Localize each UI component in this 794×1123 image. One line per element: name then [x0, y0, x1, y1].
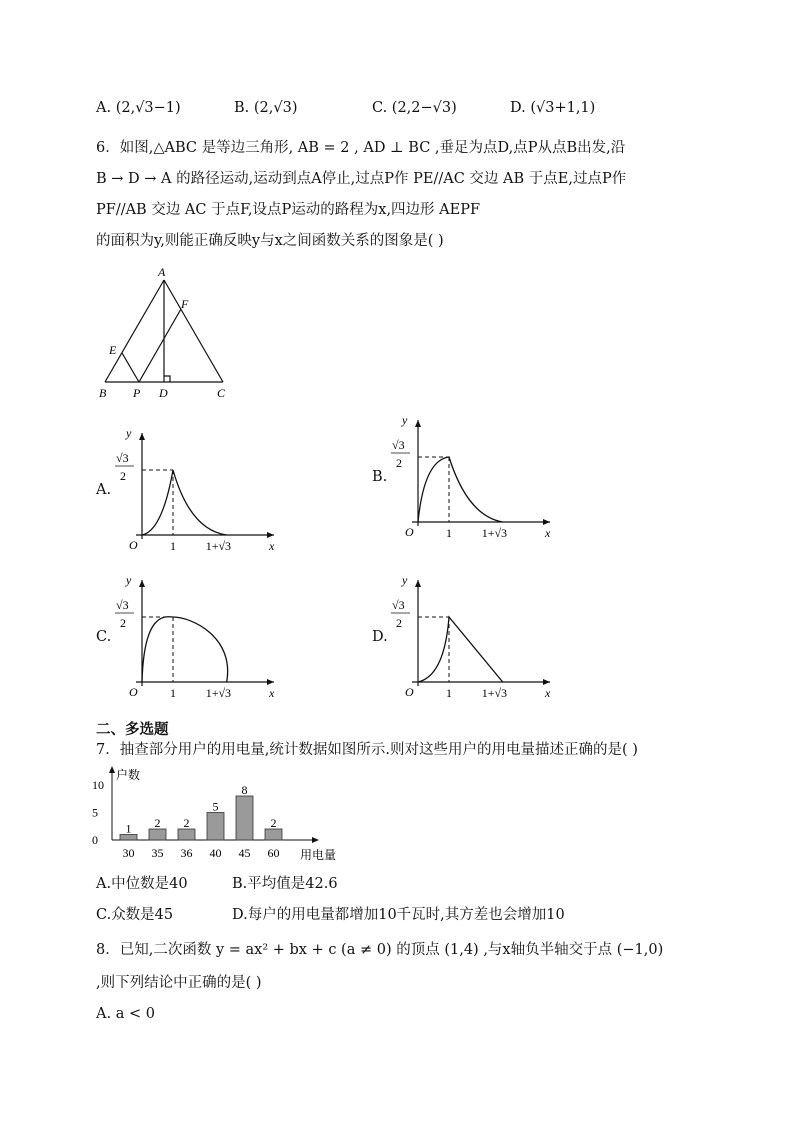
x-axis-arrow — [543, 679, 550, 685]
q6-graph-a — [114, 425, 289, 560]
y-tick-label: 10 — [92, 778, 104, 792]
peak-label-denominator: 2 — [396, 616, 402, 630]
q7-option-d: D.每户的用电量都增加10千瓦时,其方差也会增加10 — [232, 907, 565, 923]
label-a: A — [158, 265, 166, 279]
x-axis-label: x — [269, 539, 275, 553]
x-tick-1-plus-sqrt3: 1+√3 — [481, 526, 508, 540]
x-axis-arrow — [312, 837, 319, 843]
peak-label-denominator: 2 — [120, 469, 126, 483]
x-tick-1: 1 — [170, 686, 176, 700]
q6-stem-line2: B → D → A 的路径运动,运动到点A停止,过点P作 PE//AC 交边 AB 于点E,过点P作 — [96, 171, 627, 187]
x-tick-label: 45 — [238, 846, 251, 860]
peak-label-numerator: √3 — [392, 598, 405, 612]
x-axis-arrow — [267, 679, 274, 685]
x-axis-arrow — [267, 532, 274, 538]
q6-graph-letter-d: D. — [372, 629, 388, 645]
label-e: E — [109, 343, 117, 357]
section-title: 二、多选题 — [96, 722, 169, 738]
q6-graph-letter-a: A. — [96, 482, 112, 498]
x-tick-label: 35 — [151, 846, 164, 860]
y-tick-label: 5 — [92, 805, 98, 820]
q6-stem-line3: PF//AB 交边 AC 于点F,设点P运动的路程为x,四边形 AEPF — [96, 202, 481, 218]
bar-value-label: 2 — [154, 816, 161, 830]
x-axis-arrow — [543, 519, 550, 525]
bar-value-label: 1 — [125, 821, 132, 836]
bar — [178, 829, 195, 840]
origin-label: O — [129, 538, 138, 552]
origin-label: O — [129, 685, 138, 699]
label-c: C — [217, 386, 226, 400]
y-axis-arrow — [139, 433, 145, 440]
x-tick-1: 1 — [446, 526, 452, 540]
peak-label-numerator: √3 — [392, 438, 405, 452]
bar-value-label: 5 — [212, 799, 219, 814]
peak-label-numerator: √3 — [116, 598, 129, 612]
q5-option-a: A. (2,√3−1) — [96, 100, 181, 116]
q6-graph-letter-c: C. — [96, 629, 112, 645]
peak-label-denominator: 2 — [396, 456, 402, 470]
function-curve — [418, 617, 503, 682]
label-b: B — [99, 386, 107, 400]
function-curve — [142, 617, 228, 682]
x-tick-1-plus-sqrt3: 1+√3 — [205, 539, 232, 553]
q8-stem: 8．已知,二次函数 y = ax² + bx + c (a ≠ 0) 的顶点 (1,4) ,与x轴负半轴交于点 (−1,0) — [96, 942, 664, 958]
q8-option-a: A. a < 0 — [96, 1006, 155, 1022]
bar — [236, 796, 253, 840]
x-tick-label: 60 — [267, 846, 280, 860]
bar-chart — [88, 762, 358, 866]
q6-stem-line1: 6．如图,△ABC 是等边三角形, AB = 2 , AD ⊥ BC ,垂足为点D,点P从点B出发,沿 — [96, 140, 626, 156]
y-axis-label: y — [126, 426, 132, 440]
y-tick-label: 0 — [92, 833, 98, 847]
y-axis-arrow — [109, 766, 115, 773]
q6-graph-letter-b: B. — [372, 469, 388, 485]
bar — [207, 813, 224, 841]
x-tick-label: 36 — [180, 846, 193, 860]
q7-option-a: A.中位数是40 — [96, 876, 188, 892]
bar — [149, 829, 166, 840]
q6-stem-line4: 的面积为y,则能正确反映y与x之间函数关系的图象是( ) — [96, 233, 444, 249]
bar-value-label: 2 — [270, 816, 277, 830]
triangle-figure — [95, 262, 245, 402]
q5-option-c: C. (2,2−√3) — [372, 100, 457, 116]
label-d: D — [159, 386, 168, 400]
y-axis-arrow — [139, 580, 145, 587]
y-axis-label: y — [126, 573, 132, 587]
q5-option-b: B. (2,√3) — [234, 100, 298, 116]
y-axis-arrow — [415, 420, 421, 427]
function-curve — [142, 470, 227, 535]
x-axis-label: 用电量 — [300, 848, 337, 862]
x-axis-label: x — [545, 526, 551, 540]
origin-label: O — [405, 685, 414, 699]
q6-graph-c — [114, 572, 289, 707]
bar — [265, 829, 282, 840]
bar-value-label: 8 — [241, 783, 248, 797]
label-f: F — [181, 297, 189, 311]
x-tick-1: 1 — [446, 686, 452, 700]
x-axis-label: x — [545, 686, 551, 700]
bar-value-label: 2 — [183, 816, 190, 830]
peak-label-numerator: √3 — [116, 451, 129, 465]
q6-graph-b — [390, 412, 565, 547]
peak-label-denominator: 2 — [120, 616, 126, 630]
x-tick-1: 1 — [170, 539, 176, 553]
function-curve — [418, 457, 503, 522]
origin-label: O — [405, 525, 414, 539]
q7-option-c: C.众数是45 — [96, 907, 174, 923]
q7-stem: 7．抽查部分用户的用电量,统计数据如图所示.则对这些用户的用电量描述正确的是( ) — [96, 742, 638, 758]
x-tick-label: 40 — [209, 846, 222, 860]
x-tick-1-plus-sqrt3: 1+√3 — [205, 686, 232, 700]
q8-stem-line2: ,则下列结论中正确的是( ) — [96, 975, 262, 991]
q7-option-b: B.平均值是42.6 — [232, 876, 338, 892]
label-p: P — [133, 386, 141, 400]
x-axis-label: x — [269, 686, 275, 700]
y-axis-arrow — [415, 580, 421, 587]
y-axis-label: 户数 — [116, 768, 141, 782]
x-tick-1-plus-sqrt3: 1+√3 — [481, 686, 508, 700]
q5-option-d: D. (√3+1,1) — [510, 100, 596, 116]
y-axis-label: y — [402, 573, 408, 587]
q6-graph-d — [390, 572, 565, 707]
y-axis-label: y — [402, 413, 408, 427]
x-tick-label: 30 — [122, 846, 135, 860]
